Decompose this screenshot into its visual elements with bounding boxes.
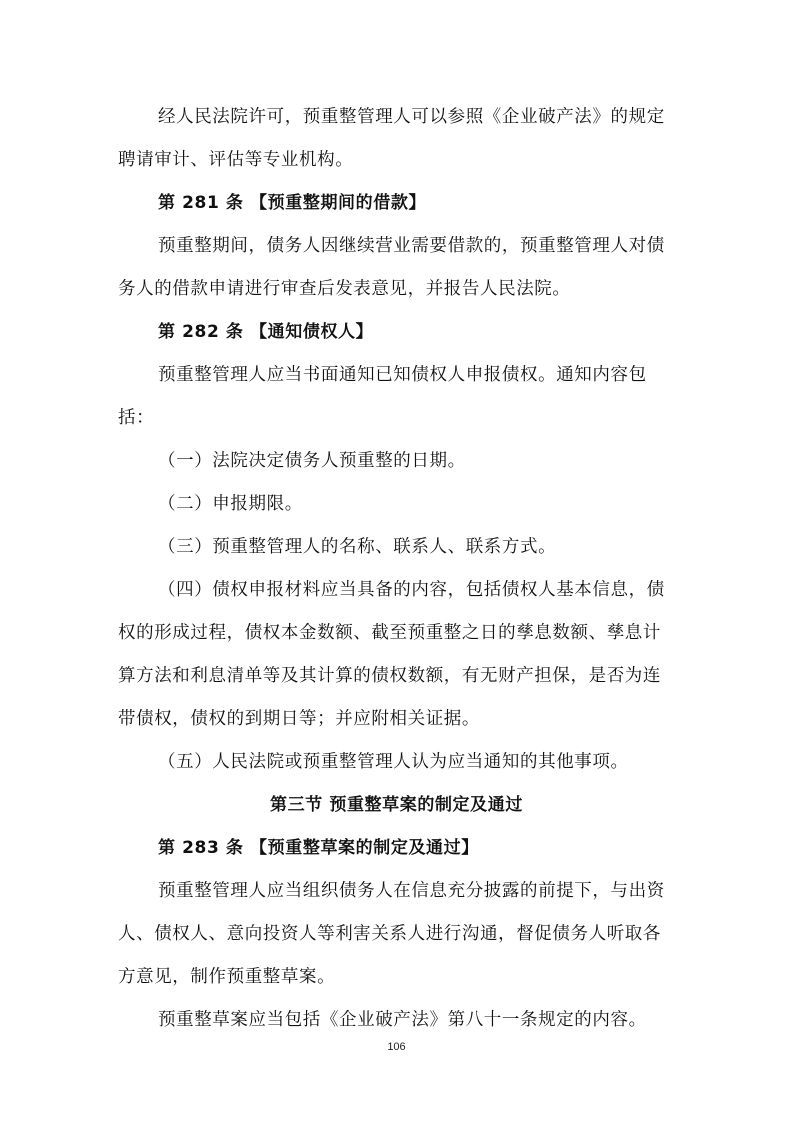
article-heading-282: 第 282 条 【通知债权人】 [158,322,374,342]
paragraph-line: 预重整管理人应当书面通知已知债权人申报债权。通知内容包 [158,365,647,385]
paragraph-line: 权的形成过程，债权本金数额、截至预重整之日的孳息数额、孳息计 [118,623,661,643]
paragraph-line: 方意见，制作预重整草案。 [118,967,336,987]
paragraph-line: 预重整草案应当包括《企业破产法》第八十一条规定的内容。 [158,1010,647,1030]
list-item-1: （一）法院决定债务人预重整的日期。 [158,451,466,471]
list-item-3: （三）预重整管理人的名称、联系人、联系方式。 [158,537,557,557]
paragraph-line: 预重整管理人应当组织债务人在信息充分披露的前提下，与出资 [158,881,665,901]
article-heading-283: 第 283 条 【预重整草案的制定及通过】 [158,838,479,858]
paragraph-line: 人、债权人、意向投资人等利害关系人进行沟通，督促债务人听取各 [118,924,661,944]
page-number: 106 [387,1041,406,1053]
paragraph-line: 括： [118,408,155,428]
paragraph-line: 务人的借款申请进行审查后发表意见，并报告人民法院。 [118,279,571,299]
list-item-2: （二）申报期限。 [158,494,303,514]
paragraph-line: 经人民法院许可，预重整管理人可以参照《企业破产法》的规定 [158,107,665,127]
paragraph-line: 带债权，债权的到期日等；并应附相关证据。 [118,709,480,729]
article-heading-281: 第 281 条 【预重整期间的借款】 [158,193,427,213]
list-item-5: （五）人民法院或预重整管理人认为应当通知的其他事项。 [158,752,629,772]
paragraph-line: 聘请审计、评估等专业机构。 [118,150,354,170]
paragraph-line: 预重整期间，债务人因继续营业需要借款的，预重整管理人对债 [158,236,665,256]
paragraph-line: 算方法和利息清单等及其计算的债权数额，有无财产担保，是否为连 [118,666,661,686]
list-item-4: （四）债权申报材料应当具备的内容，包括债权人基本信息，债 [158,580,665,600]
section-heading: 第三节 预重整草案的制定及通过 [270,795,523,815]
